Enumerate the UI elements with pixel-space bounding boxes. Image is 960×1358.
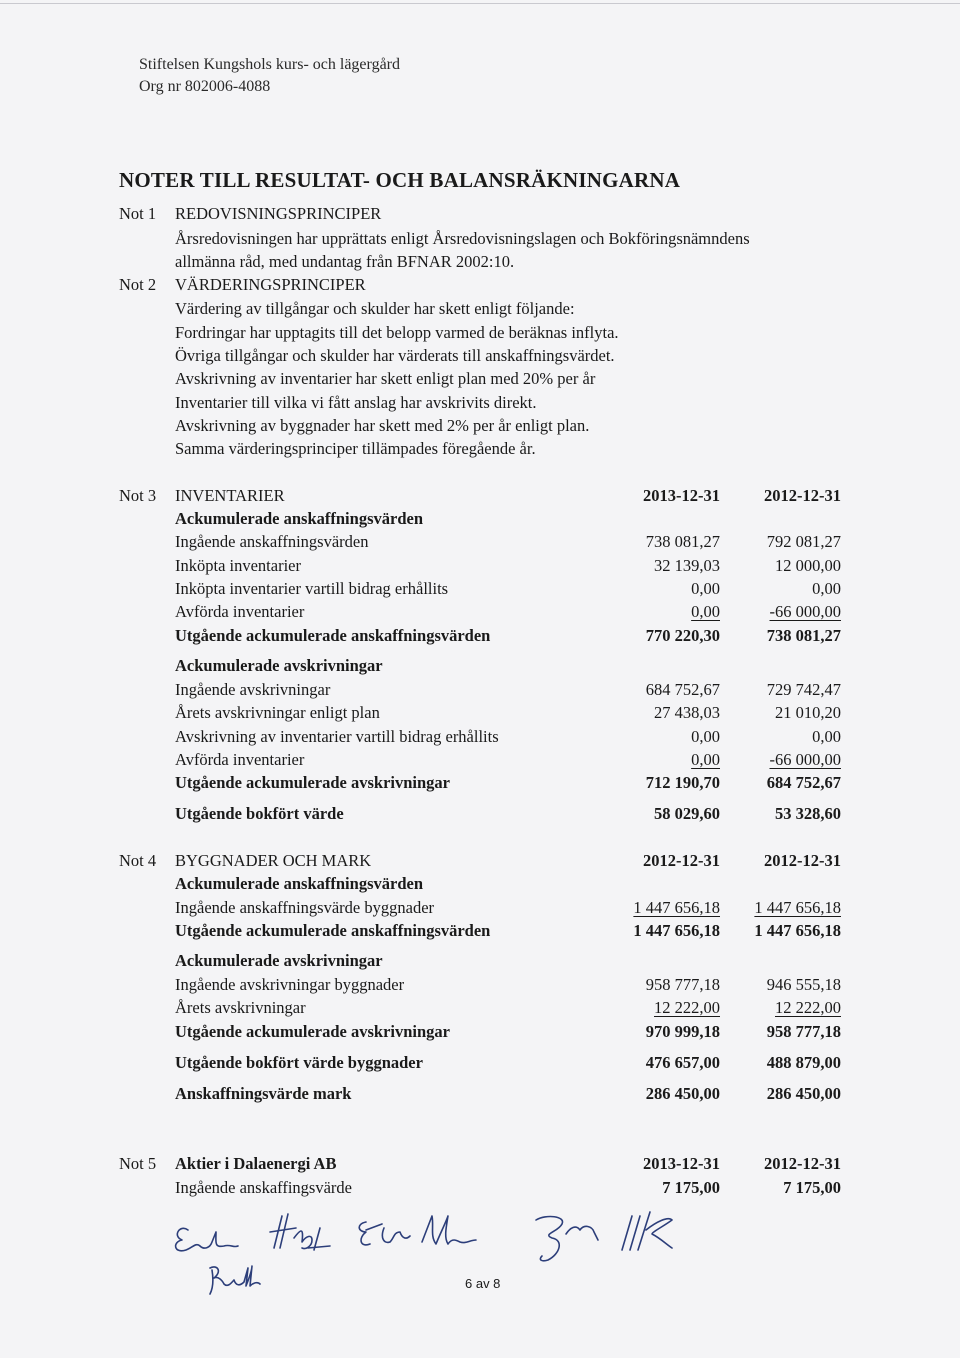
not2-text-line: Samma värderingsprinciper tillämpades föregående år. [175, 439, 536, 458]
not5-heading: Aktier i Dalaenergi AB [175, 1154, 337, 1173]
org-name: Stiftelsen Kungshols kurs- och lägergård [139, 56, 400, 73]
not1-text-line: Årsredovisningen har upprättats enligt Årsredovisningslagen och Bokföringsnämndens [175, 229, 750, 248]
not5-row-value-2013: 7 175,00 [662, 1178, 720, 1197]
not3-col2-header: 2012-12-31 [764, 486, 841, 505]
not3-section-heading: Ackumulerade avskrivningar [175, 656, 383, 675]
not3-section-heading: Ackumulerade anskaffningsvärden [175, 509, 423, 528]
page-title: NOTER TILL RESULTAT- OCH BALANSRÄKNINGARNA [119, 168, 681, 192]
not4-land-value-col2: 286 450,00 [766, 1084, 841, 1103]
not3-row-value-2012: 729 742,47 [766, 680, 841, 699]
not3-row-value-2013: 0,00 [691, 602, 720, 621]
not4-row-value-col2: 1 447 656,18 [754, 898, 841, 917]
not3-total-label: Utgående ackumulerade avskrivningar [175, 773, 451, 792]
not3-row-value-2013: 0,00 [691, 750, 720, 769]
not3-row-value-2012: 21 010,20 [775, 703, 841, 722]
not3-row-label: Inköpta inventarier vartill bidrag erhållits [175, 579, 449, 598]
not4-total-value-col2: 958 777,18 [766, 1022, 841, 1041]
signatures [170, 1208, 730, 1298]
not3-row-label: Inköpta inventarier [175, 556, 301, 575]
not5-label: Not 5 [119, 1154, 157, 1173]
signature-7 [210, 1266, 260, 1294]
not2-text-line: Avskrivning av byggnader har skett med 2% per år enligt plan. [175, 416, 590, 435]
not4-section-heading: Ackumulerade anskaffningsvärden [175, 874, 423, 893]
not5-row-value-2012: 7 175,00 [783, 1178, 841, 1197]
signature-1 [176, 1228, 238, 1250]
not1-text-line: allmänna råd, med undantag från BFNAR 2002:10. [175, 252, 515, 271]
not2-text-line: Värdering av tillgångar och skulder har skett enligt följande: [175, 299, 575, 318]
org-number: Org nr 802006-4088 [139, 78, 271, 95]
not3-total-value-2012: 738 081,27 [766, 626, 841, 645]
not1-label: Not 1 [119, 204, 157, 223]
not3-row-value-2013: 32 139,03 [654, 556, 720, 575]
not3-row-label: Avförda inventarier [175, 602, 305, 621]
not5-col1-header: 2013-12-31 [643, 1154, 720, 1173]
signature-2 [270, 1214, 330, 1250]
not3-row-value-2013: 27 438,03 [654, 703, 720, 722]
not4-row-label: Årets avskrivningar [175, 998, 306, 1017]
not4-total-label: Utgående ackumulerade anskaffningsvärden [175, 921, 491, 940]
not3-total-value-2013: 712 190,70 [645, 773, 720, 792]
not2-label: Not 2 [119, 275, 157, 294]
not3-total-value-2013: 770 220,30 [645, 626, 720, 645]
not3-row-value-2013: 684 752,67 [645, 680, 720, 699]
not4-section-heading: Ackumulerade avskrivningar [175, 951, 383, 970]
not2-text-line: Fordringar har upptagits till det belopp varmed de beräknas inflyta. [175, 323, 619, 342]
signature-4 [422, 1216, 476, 1244]
not3-row-label: Ingående avskrivningar [175, 680, 331, 699]
not5-col2-header: 2012-12-31 [764, 1154, 841, 1173]
not4-row-value-col1: 12 222,00 [654, 998, 720, 1017]
not4-row-value-col1: 958 777,18 [645, 975, 720, 994]
not4-heading: BYGGNADER OCH MARK [175, 851, 372, 870]
not3-row-value-2013: 738 081,27 [645, 532, 720, 551]
signature-5 [536, 1217, 598, 1261]
not4-total-value-col1: 1 447 656,18 [633, 921, 720, 940]
not2-text-line: Övriga tillgångar och skulder har värderats till anskaffningsvärdet. [175, 346, 615, 365]
not4-total-value-col2: 1 447 656,18 [754, 921, 841, 940]
not3-row-value-2012: -66 000,00 [769, 602, 841, 621]
not4-land-value-label: Anskaffningsvärde mark [175, 1084, 352, 1103]
not4-row-label: Ingående anskaffningsvärde byggnader [175, 898, 435, 917]
not4-total-label: Utgående ackumulerade avskrivningar [175, 1022, 451, 1041]
not3-book-value-label: Utgående bokfört värde [175, 804, 344, 823]
not3-row-value-2012: 0,00 [812, 579, 841, 598]
not4-col1-header: 2012-12-31 [643, 851, 720, 870]
not3-total-value-2012: 684 752,67 [766, 773, 841, 792]
not3-row-label: Ingående anskaffningsvärden [175, 532, 369, 551]
not5-row-label: Ingående anskaffingsvärde [175, 1178, 352, 1197]
not3-row-label: Avskrivning av inventarier vartill bidrag erhållits [175, 727, 499, 746]
not3-row-label: Avförda inventarier [175, 750, 305, 769]
not3-row-value-2012: 0,00 [812, 727, 841, 746]
not4-col2-header: 2012-12-31 [764, 851, 841, 870]
not4-row-value-col1: 1 447 656,18 [633, 898, 720, 917]
page-number: 6 av 8 [465, 1276, 501, 1291]
not1-heading: REDOVISNINGSPRINCIPER [175, 204, 382, 223]
not3-book-value-2012: 53 328,60 [775, 804, 841, 823]
not3-row-label: Årets avskrivningar enligt plan [175, 703, 380, 722]
not4-book-value-col2: 488 879,00 [766, 1053, 841, 1072]
not2-text-line: Inventarier till vilka vi fått anslag har avskrivits direkt. [175, 393, 537, 412]
not3-col1-header: 2013-12-31 [643, 486, 720, 505]
not3-heading: INVENTARIER [175, 486, 285, 505]
not3-row-value-2012: -66 000,00 [769, 750, 841, 769]
not3-row-value-2013: 0,00 [691, 579, 720, 598]
not3-row-value-2013: 0,00 [691, 727, 720, 746]
signature-3 [359, 1222, 410, 1245]
not4-book-value-col1: 476 657,00 [645, 1053, 720, 1072]
not4-row-label: Ingående avskrivningar byggnader [175, 975, 405, 994]
not4-row-value-col2: 12 222,00 [775, 998, 841, 1017]
not2-text-line: Avskrivning av inventarier har skett enligt plan med 20% per år [175, 369, 596, 388]
signature-6 [622, 1212, 672, 1250]
not4-land-value-col1: 286 450,00 [645, 1084, 720, 1103]
not4-total-value-col1: 970 999,18 [645, 1022, 720, 1041]
scan-edge-line [0, 3, 960, 4]
not3-total-label: Utgående ackumulerade anskaffningsvärden [175, 626, 491, 645]
not3-row-value-2012: 792 081,27 [766, 532, 841, 551]
not4-row-value-col2: 946 555,18 [766, 975, 841, 994]
not3-label: Not 3 [119, 486, 157, 505]
not3-book-value-2013: 58 029,60 [654, 804, 720, 823]
not2-heading: VÄRDERINGSPRINCIPER [175, 275, 366, 294]
not4-book-value-label: Utgående bokfört värde byggnader [175, 1053, 423, 1072]
not3-row-value-2012: 12 000,00 [775, 556, 841, 575]
not4-label: Not 4 [119, 851, 157, 870]
